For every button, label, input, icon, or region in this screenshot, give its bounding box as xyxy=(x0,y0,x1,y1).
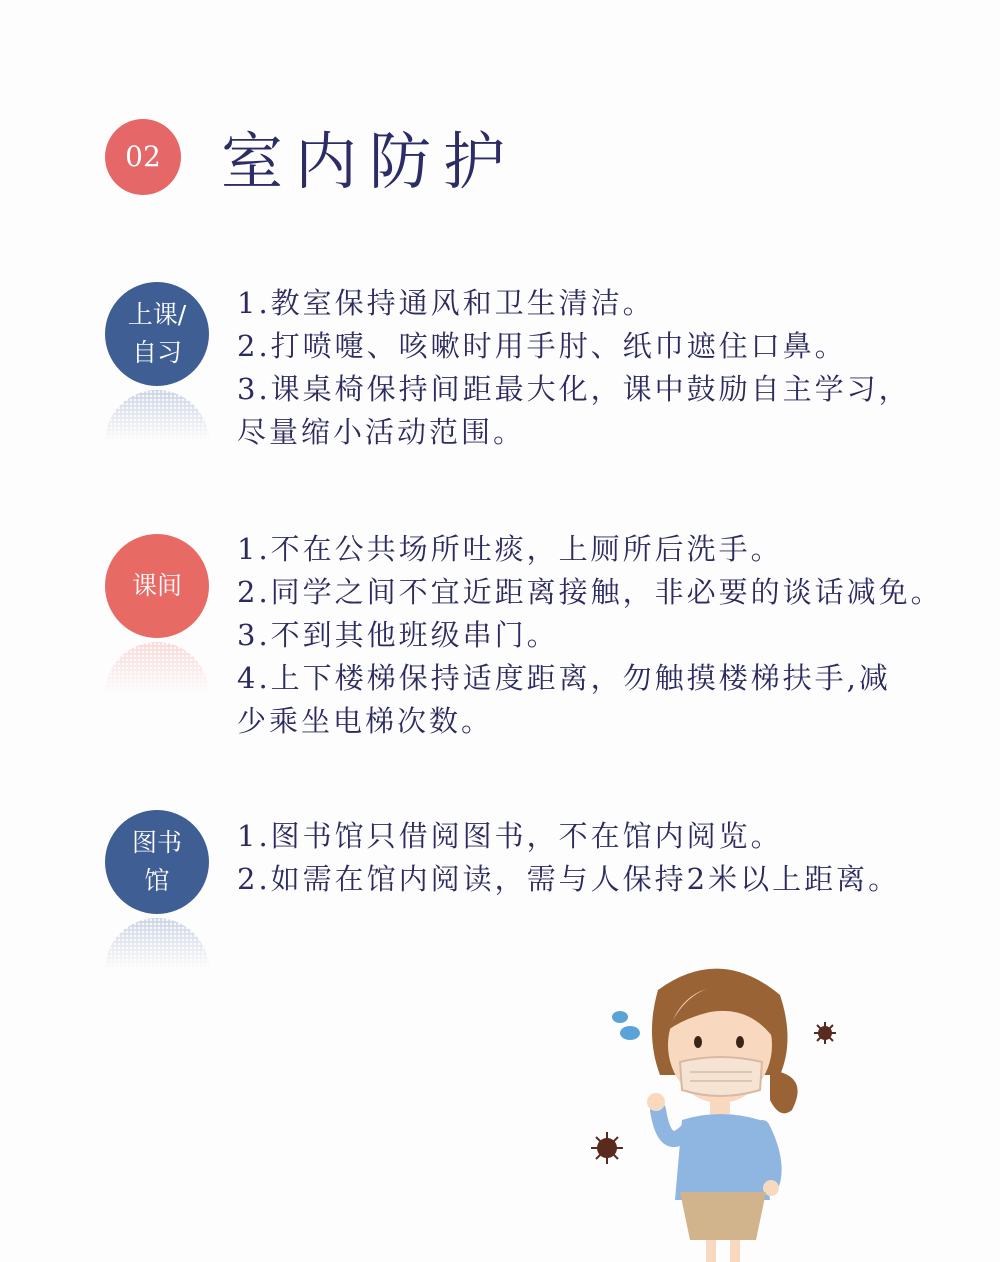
badge-line: 上课/ xyxy=(127,300,187,329)
tips-list xyxy=(237,815,900,901)
page-title: 室内防护 xyxy=(221,125,518,198)
list-item: 1.不在公共场所吐痰，上厕所后洗手。 xyxy=(237,532,783,566)
list-item: 1.教室保持通风和卫生清洁。 xyxy=(237,286,655,320)
section-number-badge: 02 xyxy=(105,119,181,195)
list-item: 1.图书馆只借阅图书，不在馆内阅览。 xyxy=(237,819,783,853)
badge-line: 自习 xyxy=(131,338,182,367)
class-study-badge xyxy=(105,282,209,386)
list-item: 4.上下楼梯保持适度距离，勿触摸楼梯扶手,减 xyxy=(237,661,891,695)
sweat-drop-icon xyxy=(612,1011,640,1040)
list-item: 3.课桌椅保持间距最大化，课中鼓励自主学习， xyxy=(237,372,911,406)
badge-line: 课间 xyxy=(131,571,182,600)
badge-reflection xyxy=(105,918,209,970)
tips-list xyxy=(237,282,911,454)
badge-reflection xyxy=(105,390,209,442)
library-badge xyxy=(105,810,209,914)
list-item: 2.同学之间不宜近距离接触，非必要的谈话减免。 xyxy=(237,575,943,609)
list-item: 3.不到其他班级串门。 xyxy=(237,618,559,652)
virus-icon xyxy=(814,1022,836,1044)
tips-list xyxy=(237,528,943,743)
list-item: 2.如需在馆内阅读，需与人保持2米以上距离。 xyxy=(237,862,901,896)
section-header xyxy=(105,112,517,201)
badge-line: 馆 xyxy=(144,866,170,895)
badge-reflection xyxy=(105,642,209,694)
badge-line: 图书 xyxy=(131,828,182,857)
badge-group xyxy=(105,810,211,970)
break-time-badge xyxy=(105,534,209,638)
masked-girl-illustration xyxy=(580,960,840,1262)
list-item: 少乘坐电梯次数。 xyxy=(237,704,494,738)
badge-group xyxy=(105,282,211,442)
list-item: 尽量缩小活动范围。 xyxy=(237,415,526,449)
list-item: 2.打喷嚏、咳嗽时用手肘、纸巾遮住口鼻。 xyxy=(237,329,847,363)
badge-group xyxy=(105,534,211,694)
virus-icon xyxy=(591,1132,623,1164)
